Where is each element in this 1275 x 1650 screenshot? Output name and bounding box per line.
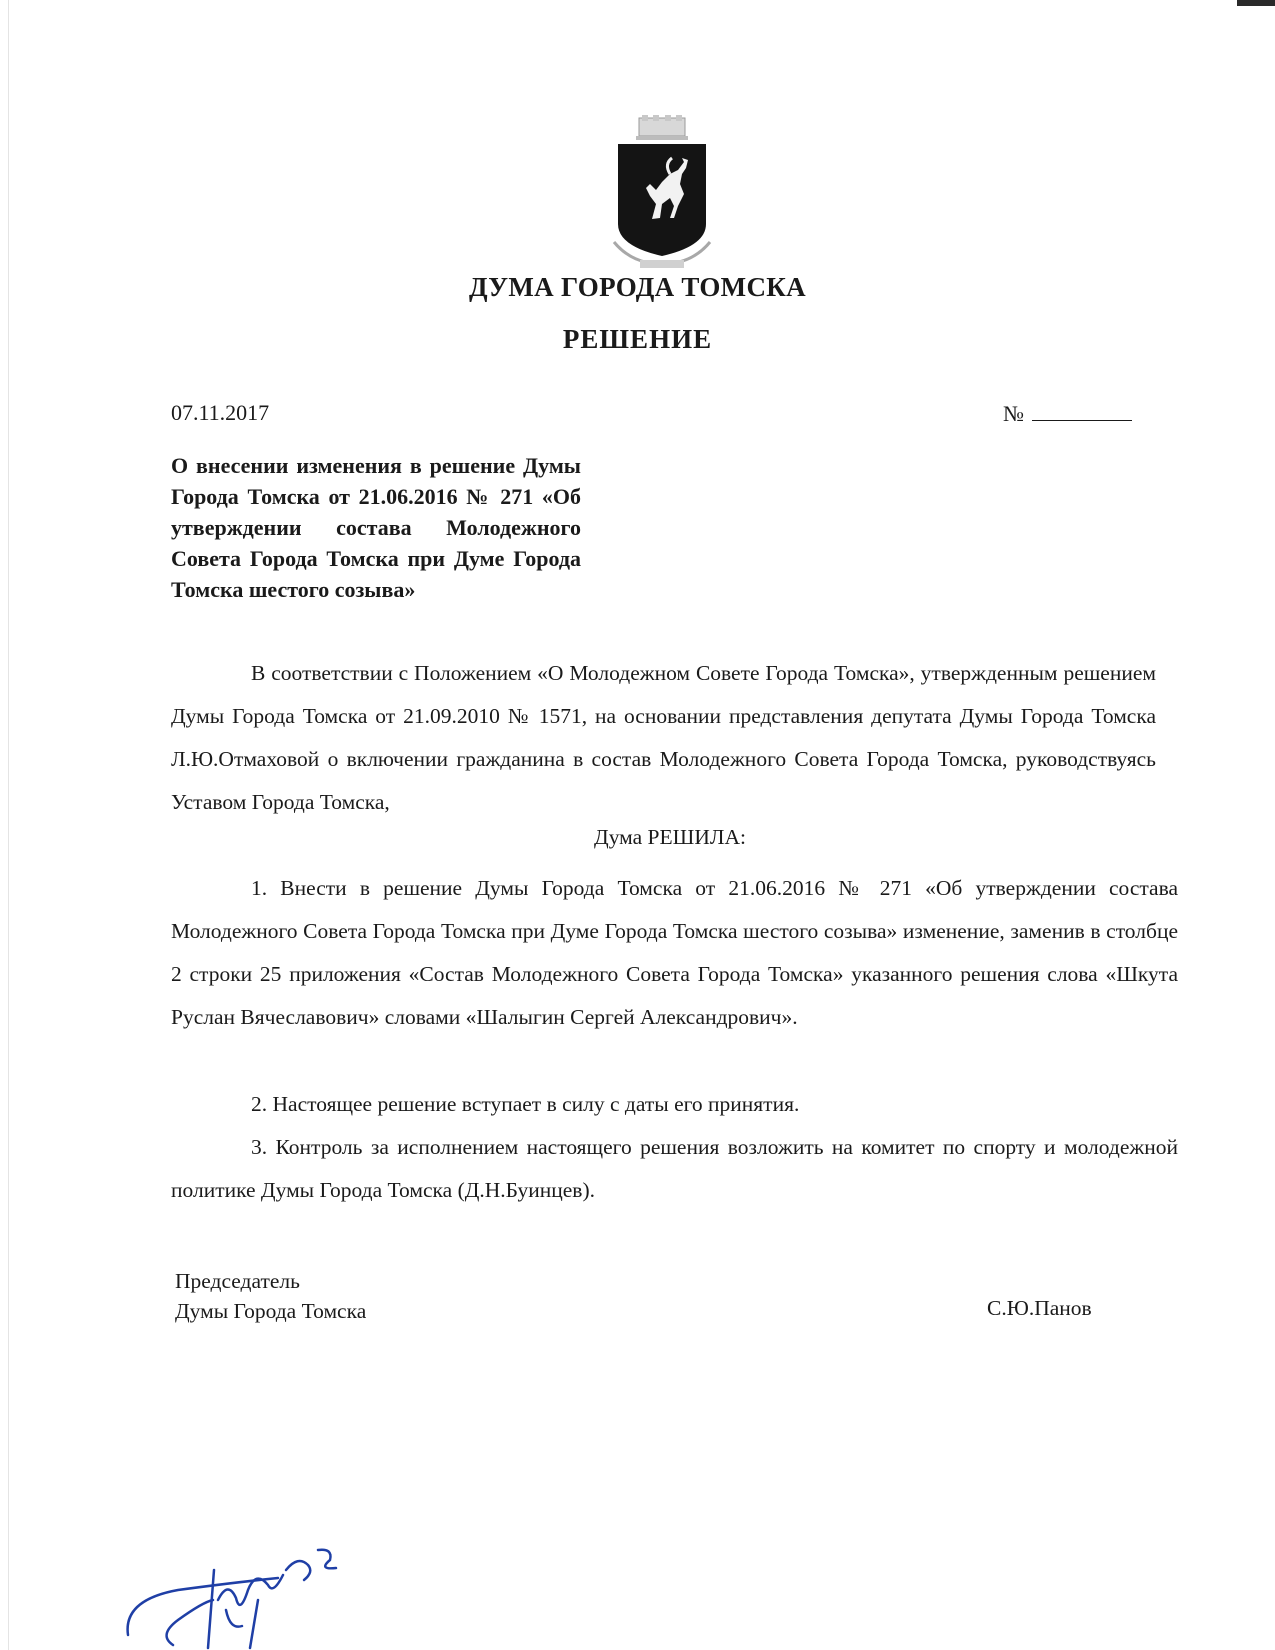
- decided-line: Дума РЕШИЛА:: [594, 825, 746, 849]
- tomsk-coat-of-arms-icon: [612, 114, 712, 274]
- item-2: 2. Настоящее решение вступает в силу с даты его принятия.: [251, 1092, 800, 1116]
- number-blank: [1032, 400, 1132, 421]
- scan-edge-mark: [1237, 0, 1275, 6]
- org-name: ДУМА ГОРОДА ТОМСКА: [469, 272, 806, 302]
- signatory-role-line-2: Думы Города Томска: [175, 1299, 367, 1323]
- item-1: 1. Внести в решение Думы Города Томска от 21.06.2016 № 271 «Об утверждении состава Молодежного Совета Города Томска при Думе Города Томска шестого созыва» изменение, заменив в столбце 2 строки 25 приложения «Состав Молодежного Совета Города Томска» указанного решения слова «Шкута Руслан Вячеславович» словами «Шалыгин Сергей Александрович».: [171, 876, 1178, 1029]
- document-type: РЕШЕНИЕ: [562, 324, 713, 354]
- document-date: 07.11.2017: [171, 400, 270, 425]
- handwritten-signature-icon: [118, 1540, 368, 1650]
- signatory-name: С.Ю.Панов: [987, 1296, 1092, 1320]
- signatory-role: [175, 1266, 366, 1326]
- document-subject: О внесении изменения в решение Думы Города Томска от 21.06.2016 № 271 «Об утверждении состава Молодежного Совета Города Томска при Думе Города Томска шестого созыва»: [171, 453, 581, 602]
- signatory-role-line-1: Председатель: [175, 1269, 300, 1293]
- preamble-paragraph: В соответствии с Положением «О Молодежном Совете Города Томска», утвержденным решением Думы Города Томска от 21.09.2010 № 1571, на основании представления депутата Думы Города Томска Л.Ю.Отмаховой о включении гражданина в состав Молодежного Совета Города Томска, руководствуясь Уставом Города Томска,: [171, 661, 1156, 814]
- number-label: №: [1003, 401, 1024, 426]
- item-3: 3. Контроль за исполнением настоящего решения возложить на комитет по спорту и молодежной политике Думы Города Томска (Д.Н.Буинцев).: [171, 1135, 1178, 1202]
- document-number: [1003, 400, 1132, 427]
